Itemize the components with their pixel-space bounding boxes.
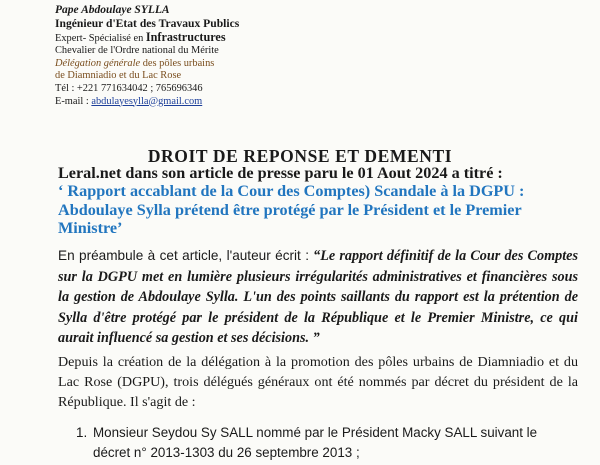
quote-text: “Le rapport définitif de la Cour des Comptes sur la DGPU met en lumière plusieurs irrégularités administratives et financières sous la gestion de Abdoulaye Sylla. L'un des points saillants du rapport est la prétention de Sylla d'être protégé par le président de la République et le Premier Ministre, ce qui aurait influencé sa gestion et ses décisions. ” — [58, 248, 578, 347]
author-name: Pape Abdoulaye SYLLA — [55, 4, 170, 16]
article-title — [58, 182, 578, 238]
letterhead — [55, 4, 355, 108]
delegates-list — [76, 423, 582, 464]
document-title: DROIT DE REPONSE ET DEMENTI — [147, 146, 453, 166]
article-title-line: Ministre’ — [58, 219, 123, 238]
author-expertise — [55, 31, 355, 46]
quote-paragraph — [58, 246, 578, 349]
quote-lead: En préambule à cet article, l'auteur écrit : — [58, 248, 309, 263]
article-title-line: ‘ Rapport accablant de la Cour des Comptes) Scandale à la DGPU : — [58, 182, 525, 200]
article-title-line: Abdoulaye Sylla prétend être protégé par le Président et le Premier — [58, 200, 522, 219]
author-honor: Chevalier de l'Ordre national du Mérite — [55, 45, 219, 57]
author-delegation-line2: de Diamniadio et du Lac Rose — [55, 70, 182, 82]
list-text-line2: décret n° 2013-1303 du 26 septembre 2013 ; — [93, 445, 360, 461]
list-item — [76, 423, 582, 464]
intro-line: Leral.net dans son article de presse paru le 01 Aout 2024 a titré : — [58, 164, 503, 182]
delegation-italic: Délégation générale — [55, 57, 141, 69]
body-paragraph: Depuis la création de la délégation à la promotion des pôles urbains de Diamniadio et du Lac Rose (DGPU), trois délégués généraux ont été nommés par décret du président de la République. Il s'agit de : — [58, 354, 578, 410]
expertise-field: Infrastructures — [145, 29, 226, 44]
list-number: 1. — [76, 425, 88, 440]
list-text-line1: Monsieur Seydou Sy SALL nommé par le Président Macky SALL suivant le — [93, 425, 538, 440]
author-title: Ingénieur d'Etat des Travaux Publics — [55, 17, 240, 30]
expertise-prefix: Expert- Spécialisé en — [55, 32, 144, 44]
delegation-rest: des pôles urbains — [142, 57, 215, 69]
email-label: E-mail : — [55, 95, 89, 107]
author-phone: Tél : +221 771634042 ; 765696346 — [55, 82, 203, 94]
email-link[interactable]: abdulayesylla@gmail.com — [91, 95, 203, 107]
author-delegation — [55, 58, 355, 71]
author-email — [55, 96, 355, 109]
